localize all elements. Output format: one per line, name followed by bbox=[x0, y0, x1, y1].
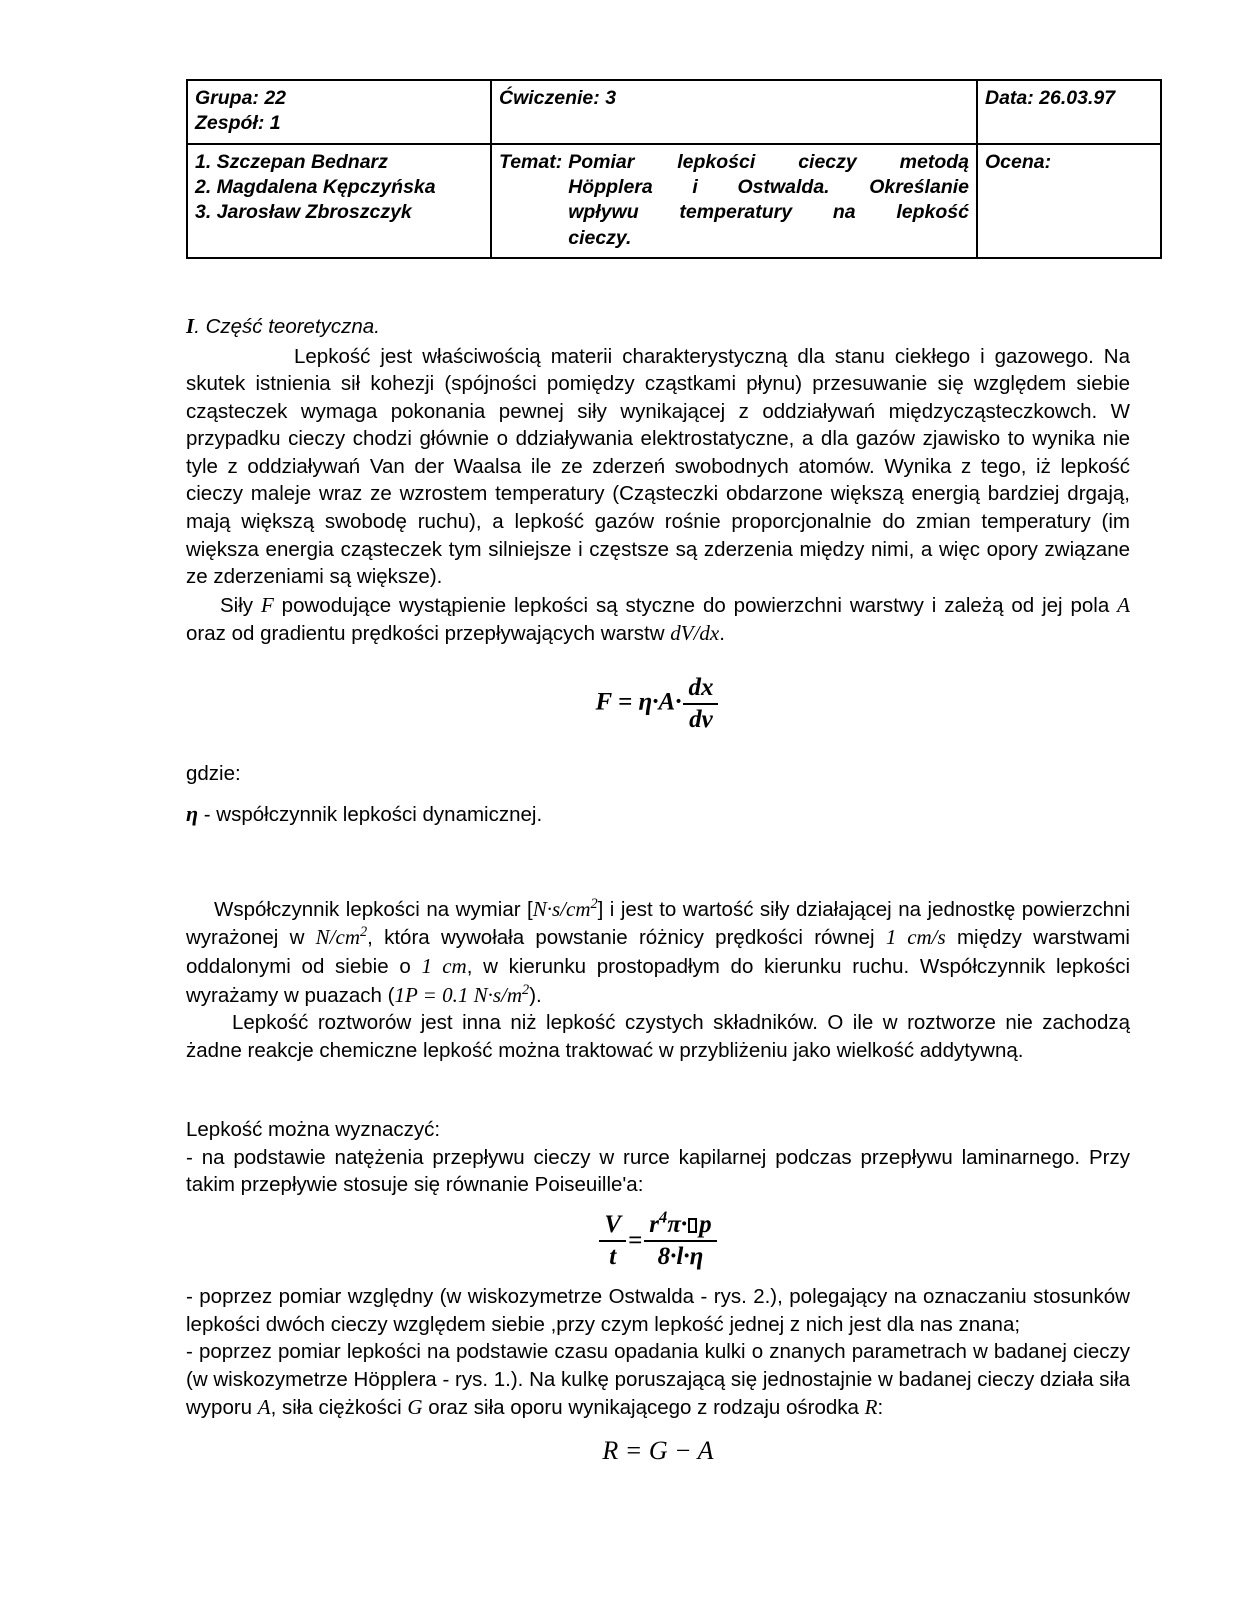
symbol-A: A bbox=[1117, 592, 1130, 617]
formula-term: F bbox=[595, 688, 612, 716]
topic-line: wpływu temperatury na lepkość bbox=[568, 201, 969, 224]
text-run: między warstwami oddalonymi od siebie o bbox=[186, 926, 1130, 979]
text-run: ). bbox=[529, 983, 542, 1007]
text-run: , w kierunku prostopadłym do kierunku ruchu. Współczynnik lepkości wyrażamy w puazach ( bbox=[186, 955, 1131, 1007]
text-run: oraz siła oporu wynikającego z rodzaju ośrodka bbox=[422, 1396, 865, 1420]
text-run: oraz od gradientu prędkości przepływających warstw bbox=[186, 622, 671, 646]
unit-exponent: 2 bbox=[590, 895, 598, 912]
date-value: Data: 26.03.97 bbox=[985, 87, 1116, 109]
grade-cell bbox=[977, 144, 1161, 258]
grade-label: Ocena: bbox=[985, 150, 1052, 173]
fraction-numerator bbox=[644, 1207, 716, 1242]
students-cell bbox=[187, 144, 491, 258]
formula-fraction-right bbox=[644, 1207, 716, 1271]
formula-poiseuille bbox=[186, 1207, 1130, 1271]
fraction-denominator: t bbox=[609, 1242, 617, 1270]
unit-base: N/cm bbox=[315, 925, 360, 950]
paragraph-units bbox=[186, 895, 1130, 1009]
value-velocity: 1 cm/s bbox=[885, 925, 946, 950]
exercise-cell bbox=[491, 80, 977, 144]
paragraph-eta-definition bbox=[186, 799, 1130, 829]
text-run: . bbox=[719, 622, 725, 646]
text-run: Siły bbox=[220, 593, 261, 617]
poise-base: 1P = 0.1 N·s/m bbox=[394, 982, 523, 1007]
fraction-numerator: V bbox=[599, 1211, 626, 1242]
paragraph-solutions: Lepkość roztworów jest inna niż lepkość czystych składników. O ile w roztworze nie zachodzą żadne reakcje chemiczne lepkość można traktować w przybliżeniu jako wielkość addytywną. bbox=[186, 1011, 1130, 1062]
topic-line: cieczy. bbox=[568, 226, 632, 249]
date-cell bbox=[977, 80, 1161, 144]
paragraph-forces bbox=[186, 591, 1130, 648]
student-name: 1. Szczepan Bednarz bbox=[195, 150, 388, 173]
value-poise bbox=[394, 983, 529, 1007]
symbol-buoyancy: A bbox=[257, 1395, 271, 1420]
text-run: powodujące wystąpienie lepkości są styczne do powierzchni warstwy i zależą od jej pola bbox=[273, 593, 1118, 617]
symbol-F: F bbox=[260, 592, 274, 617]
formula-fraction bbox=[683, 674, 718, 734]
report-header-table bbox=[186, 79, 1162, 259]
radius-exponent: 4 bbox=[659, 1207, 668, 1227]
paragraph-intro: Lepkość jest właściwością materii charakterystyczną dla stanu ciekłego i gazowego. Na skutek istnienia sił kohezji (spójności pomiędzy cząstkami płynu) przesuwanie się względem siebie cząsteczek wymaga pokonania pewnej siły wynikającej z oddziaływań międzycząsteczkowch. W przypadku cieczy chodzi głównie o ddziaływania elektrostatyczne, a dla gazów zjawisko to wynika nie tyle z oddziaływań Van der Waalsa ile ze zderzeń swobodnych atomów. Wynika z tego, iż lepkość cieczy maleje wraz ze wzrostem temperatury (Cząsteczki obdarzone większą energią bardziej drgają, mają większą swobodę ruchu), a lepkość gazów rośnie proporcjonalnie do zmian temperatury (im większa energia cząsteczek tym silniejsze i częstsze są zderzenia między nimi, a więc opory związane ze zderzeniami są większe). bbox=[186, 344, 1130, 589]
unit-n-cm2 bbox=[316, 925, 367, 949]
topic-line: Höpplera i Ostwalda. Określanie bbox=[568, 176, 969, 199]
student-name: 3. Jarosław Zbroszczyk bbox=[195, 201, 412, 224]
formula-operator: = bbox=[618, 688, 633, 716]
text-run: - współczynnik lepkości dynamicznej. bbox=[198, 803, 543, 827]
formula-operator: · bbox=[675, 688, 682, 716]
text-run: - poprzez pomiar lepkości na podstawie czasu opadania kulki o znanych parametrach w badanej cieczy (w wiskozymetrze Höpplera - rys. 1.). Na kulkę poruszającą się jednostajnie w badanej cieczy działa siła wyporu bbox=[186, 1340, 1130, 1420]
symbol-resistance: R bbox=[864, 1395, 878, 1420]
document-body bbox=[186, 312, 1130, 1469]
text-run: ] i jest to wartość siły działającej na jednostkę powierzchni wyrażonej w bbox=[186, 897, 1130, 950]
text-run: , która wywołała powstanie różnicy prędkości równej bbox=[367, 926, 886, 950]
formula-fraction-left bbox=[599, 1211, 626, 1271]
symbol-gravity: G bbox=[407, 1395, 423, 1420]
topic-label: Temat: bbox=[499, 150, 563, 173]
section-numeral: I bbox=[186, 314, 195, 338]
formula-operator: · bbox=[652, 688, 659, 716]
fraction-numerator: dx bbox=[683, 674, 718, 705]
formula-eta: η bbox=[638, 688, 653, 716]
paragraph-method-ostwald: - poprzez pomiar względny (w wiskozymetrze Ostwalda - rys. 2.), polegający na oznaczaniu stosunków lepkości dwóch cieczy względem siebie ,przy czym lepkość jednej z nich jest dla nas znana; bbox=[186, 1284, 1130, 1336]
radius-term: r bbox=[649, 1210, 659, 1238]
poise-exponent: 2 bbox=[522, 981, 530, 998]
fraction-denominator: 8·l·η bbox=[657, 1242, 704, 1270]
exercise-number: Ćwiczenie: 3 bbox=[499, 87, 617, 109]
text-run: Współczynnik lepkości na wymiar [ bbox=[214, 897, 533, 921]
value-distance: 1 cm bbox=[421, 954, 467, 979]
group-cell bbox=[187, 80, 491, 144]
topic-line: Pomiar lepkości cieczy metodą bbox=[568, 150, 969, 173]
formula-forces-balance: R = G − A bbox=[602, 1435, 714, 1465]
formula-operator: · bbox=[680, 1210, 688, 1238]
team-number: Zespół: 1 bbox=[195, 112, 281, 135]
formula-term: A bbox=[658, 688, 676, 716]
text-run: , siła ciężkości bbox=[270, 1396, 408, 1420]
topic-text bbox=[568, 150, 969, 251]
topic-cell bbox=[491, 144, 977, 258]
paragraph-method-capillary: - na podstawie natężenia przepływu cieczy w rurce kapilarnej podczas przepływu laminarnego. Przy takim przepływie stosuje się równanie Poiseuille'a: bbox=[186, 1145, 1130, 1197]
formula-viscosity-force bbox=[186, 674, 1130, 734]
unit-ns-cm2 bbox=[533, 897, 598, 921]
pressure-term: p bbox=[699, 1210, 712, 1238]
group-number: Grupa: 22 bbox=[195, 87, 287, 109]
paragraph-gdzie: gdzie: bbox=[186, 761, 241, 785]
unit-exponent: 2 bbox=[359, 924, 368, 941]
delta-symbol bbox=[688, 1218, 697, 1233]
symbol-eta: η bbox=[186, 801, 199, 827]
table-row bbox=[187, 144, 1161, 258]
fraction-denominator: dv bbox=[689, 705, 713, 733]
paragraph-method-hoeppler bbox=[186, 1338, 1130, 1422]
formula-operator: = bbox=[628, 1227, 643, 1255]
student-name: 2. Magdalena Kępczyńska bbox=[195, 176, 436, 199]
unit-base: N·s/cm bbox=[532, 896, 591, 921]
text-run: : bbox=[877, 1396, 884, 1420]
table-row bbox=[187, 80, 1161, 144]
section-title-text: . Część teoretyczna. bbox=[194, 315, 380, 338]
pi-symbol: π bbox=[667, 1210, 681, 1238]
section-heading bbox=[186, 312, 1130, 341]
symbol-dVdx: dV/dx bbox=[670, 621, 720, 646]
paragraph-methods-intro: Lepkość można wyznaczyć: bbox=[186, 1118, 441, 1142]
